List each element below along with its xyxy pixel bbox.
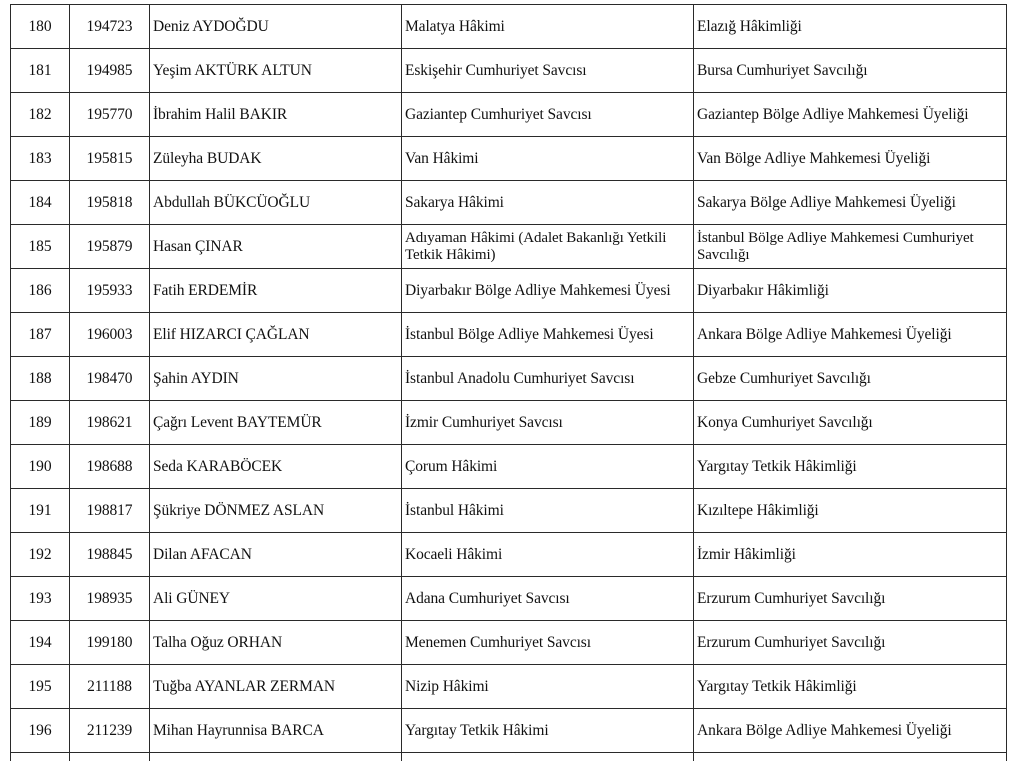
row-number-cell: 191: [11, 489, 70, 533]
registry-number-cell: 194723: [70, 5, 150, 49]
full-name-cell: Çağrı Levent BAYTEMÜR: [150, 401, 402, 445]
registry-number-cell: 199180: [70, 621, 150, 665]
current-position-cell: Eskişehir Cumhuriyet Savcısı: [402, 49, 694, 93]
row-number-cell: 190: [11, 445, 70, 489]
new-assignment-cell: Gaziantep Bölge Adliye Mahkemesi Üyeliği: [694, 93, 1007, 137]
full-name-cell: Yeşim AKTÜRK ALTUN: [150, 49, 402, 93]
table-row: [11, 313, 1007, 357]
empty-cell: [694, 753, 1007, 762]
row-number-cell: 182: [11, 93, 70, 137]
full-name-cell: İbrahim Halil BAKIR: [150, 93, 402, 137]
full-name-cell: Züleyha BUDAK: [150, 137, 402, 181]
registry-number-cell: 195815: [70, 137, 150, 181]
table-row: [11, 269, 1007, 313]
full-name-cell: Mihan Hayrunnisa BARCA: [150, 709, 402, 753]
new-assignment-cell: Gebze Cumhuriyet Savcılığı: [694, 357, 1007, 401]
row-number-cell: 194: [11, 621, 70, 665]
current-position-cell: Menemen Cumhuriyet Savcısı: [402, 621, 694, 665]
new-assignment-cell: Ankara Bölge Adliye Mahkemesi Üyeliği: [694, 709, 1007, 753]
current-position-cell: Gaziantep Cumhuriyet Savcısı: [402, 93, 694, 137]
full-name-cell: Seda KARABÖCEK: [150, 445, 402, 489]
new-assignment-cell: Sakarya Bölge Adliye Mahkemesi Üyeliği: [694, 181, 1007, 225]
table-row: [11, 181, 1007, 225]
row-number-cell: 192: [11, 533, 70, 577]
full-name-cell: Deniz AYDOĞDU: [150, 5, 402, 49]
new-assignment-cell: Yargıtay Tetkik Hâkimliği: [694, 665, 1007, 709]
row-number-cell: 185: [11, 225, 70, 269]
current-position-cell: Malatya Hâkimi: [402, 5, 694, 49]
table-row: [11, 621, 1007, 665]
current-position-cell: Van Hâkimi: [402, 137, 694, 181]
row-number-cell: 189: [11, 401, 70, 445]
current-position-cell: Kocaeli Hâkimi: [402, 533, 694, 577]
full-name-cell: Ali GÜNEY: [150, 577, 402, 621]
row-number-cell: 195: [11, 665, 70, 709]
current-position-cell: İstanbul Hâkimi: [402, 489, 694, 533]
table-row: [11, 489, 1007, 533]
registry-number-cell: 195818: [70, 181, 150, 225]
appointment-table: [10, 4, 1007, 761]
new-assignment-cell: Konya Cumhuriyet Savcılığı: [694, 401, 1007, 445]
new-assignment-cell: İzmir Hâkimliği: [694, 533, 1007, 577]
new-assignment-cell: Bursa Cumhuriyet Savcılığı: [694, 49, 1007, 93]
new-assignment-cell: Ankara Bölge Adliye Mahkemesi Üyeliği: [694, 313, 1007, 357]
current-position-cell: Adana Cumhuriyet Savcısı: [402, 577, 694, 621]
table-row: [11, 93, 1007, 137]
row-number-cell: 184: [11, 181, 70, 225]
table-row: [11, 5, 1007, 49]
empty-cell: [150, 753, 402, 762]
current-position-cell: Çorum Hâkimi: [402, 445, 694, 489]
registry-number-cell: 198935: [70, 577, 150, 621]
table-row: [11, 533, 1007, 577]
row-number-cell: 180: [11, 5, 70, 49]
registry-number-cell: 198688: [70, 445, 150, 489]
table-row: [11, 709, 1007, 753]
empty-cell: [70, 753, 150, 762]
new-assignment-cell: Yargıtay Tetkik Hâkimliği: [694, 445, 1007, 489]
registry-number-cell: 195770: [70, 93, 150, 137]
current-position-cell: İzmir Cumhuriyet Savcısı: [402, 401, 694, 445]
current-position-cell: Sakarya Hâkimi: [402, 181, 694, 225]
registry-number-cell: 198845: [70, 533, 150, 577]
row-number-cell: 193: [11, 577, 70, 621]
table-row: [11, 137, 1007, 181]
row-number-cell: 196: [11, 709, 70, 753]
registry-number-cell: 198817: [70, 489, 150, 533]
table-row: [11, 225, 1007, 269]
new-assignment-cell: Erzurum Cumhuriyet Savcılığı: [694, 577, 1007, 621]
new-assignment-cell: İstanbul Bölge Adliye Mahkemesi Cumhuriyet Savcılığı: [694, 225, 1007, 269]
registry-number-cell: 195879: [70, 225, 150, 269]
full-name-cell: Elif HIZARCI ÇAĞLAN: [150, 313, 402, 357]
empty-cell: [11, 753, 70, 762]
full-name-cell: Tuğba AYANLAR ZERMAN: [150, 665, 402, 709]
registry-number-cell: 211188: [70, 665, 150, 709]
row-number-cell: 188: [11, 357, 70, 401]
table-row: [11, 401, 1007, 445]
row-number-cell: 187: [11, 313, 70, 357]
table-row: [11, 357, 1007, 401]
row-number-cell: 181: [11, 49, 70, 93]
full-name-cell: Fatih ERDEMİR: [150, 269, 402, 313]
registry-number-cell: 194985: [70, 49, 150, 93]
registry-number-cell: 198621: [70, 401, 150, 445]
registry-number-cell: 211239: [70, 709, 150, 753]
full-name-cell: Şükriye DÖNMEZ ASLAN: [150, 489, 402, 533]
registry-number-cell: 196003: [70, 313, 150, 357]
registry-number-cell: 195933: [70, 269, 150, 313]
empty-cell: [402, 753, 694, 762]
table-row: [11, 577, 1007, 621]
new-assignment-cell: Van Bölge Adliye Mahkemesi Üyeliği: [694, 137, 1007, 181]
current-position-cell: Diyarbakır Bölge Adliye Mahkemesi Üyesi: [402, 269, 694, 313]
registry-number-cell: 198470: [70, 357, 150, 401]
full-name-cell: Şahin AYDIN: [150, 357, 402, 401]
table-row: [11, 49, 1007, 93]
new-assignment-cell: Erzurum Cumhuriyet Savcılığı: [694, 621, 1007, 665]
current-position-cell: İstanbul Anadolu Cumhuriyet Savcısı: [402, 357, 694, 401]
row-number-cell: 186: [11, 269, 70, 313]
table-row: [11, 665, 1007, 709]
table-row: [11, 445, 1007, 489]
full-name-cell: Dilan AFACAN: [150, 533, 402, 577]
new-assignment-cell: Diyarbakır Hâkimliği: [694, 269, 1007, 313]
new-assignment-cell: Elazığ Hâkimliği: [694, 5, 1007, 49]
current-position-cell: İstanbul Bölge Adliye Mahkemesi Üyesi: [402, 313, 694, 357]
current-position-cell: Yargıtay Tetkik Hâkimi: [402, 709, 694, 753]
appointment-table-body: [11, 5, 1007, 762]
new-assignment-cell: Kızıltepe Hâkimliği: [694, 489, 1007, 533]
table-row-partial: [11, 753, 1007, 762]
full-name-cell: Talha Oğuz ORHAN: [150, 621, 402, 665]
row-number-cell: 183: [11, 137, 70, 181]
current-position-cell: Nizip Hâkimi: [402, 665, 694, 709]
full-name-cell: Hasan ÇINAR: [150, 225, 402, 269]
full-name-cell: Abdullah BÜKCÜOĞLU: [150, 181, 402, 225]
current-position-cell: Adıyaman Hâkimi (Adalet Bakanlığı Yetkili Tetkik Hâkimi): [402, 225, 694, 269]
